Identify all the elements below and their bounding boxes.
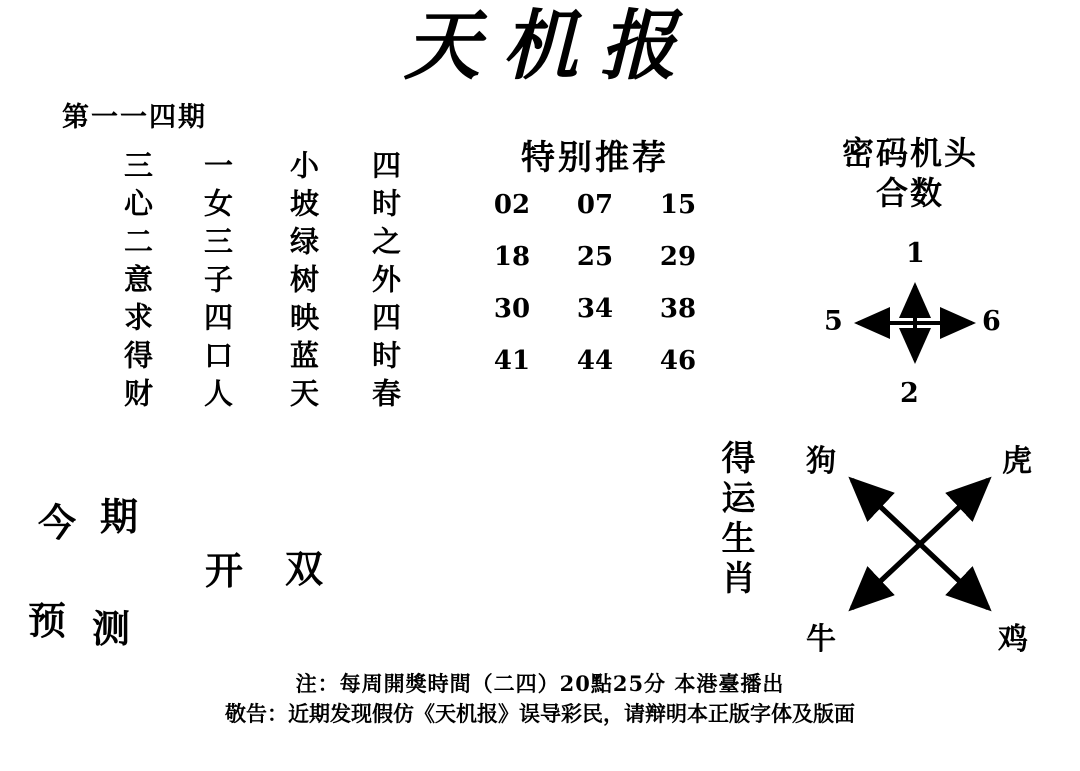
poem-columns — [50, 150, 450, 440]
poem-column-4: 三心二意求得财 — [120, 150, 154, 416]
zodiac-bottom-left: 牛 — [806, 622, 836, 657]
prediction-char-ce: 测 — [92, 606, 131, 651]
counterfeit-warning: 敬告：近期发现假仿《天机报》误导彩民，请辩明本正版字体及版面 — [225, 701, 855, 726]
poem-column-3: 一女三子四口人 — [200, 150, 234, 416]
prediction-char-jin: 今 — [38, 500, 77, 545]
poem-column-2: 小坡绿树映蓝天 — [286, 150, 320, 416]
prediction-char-kai: 开 — [205, 548, 244, 593]
number-cell: 34 — [576, 294, 614, 324]
zodiac-top-right: 虎 — [1002, 444, 1032, 479]
number-cell: 07 — [576, 190, 614, 220]
mima-top-value: 1 — [906, 238, 925, 269]
mima-heading-line1: 密码机头 — [841, 134, 978, 172]
broadcast-note: 注：每周開獎時間（二四）20點25分 本港臺播出 — [295, 671, 785, 696]
zodiac-bottom-right: 鸡 — [998, 622, 1028, 657]
zodiac-top-left: 狗 — [806, 444, 836, 479]
plus-arrow-diagram — [810, 238, 1020, 418]
prediction-char-shuang: 双 — [285, 546, 324, 591]
special-recommend-heading: 特别推荐 — [521, 138, 669, 178]
table-row — [480, 190, 710, 220]
table-row — [480, 346, 710, 376]
issue-number: 第一一四期 — [62, 102, 207, 133]
number-cell: 29 — [659, 242, 697, 272]
number-cell: 46 — [659, 346, 697, 376]
prediction-char-yu: 预 — [28, 598, 67, 643]
zodiac-diagram — [790, 432, 1050, 657]
number-cell: 25 — [576, 242, 614, 272]
poem-column-1: 四时之外四时春 — [368, 150, 402, 416]
number-cell: 18 — [493, 242, 531, 272]
zodiac-title: 得运生肖 — [715, 440, 755, 600]
table-row — [480, 294, 710, 324]
page-title: 天机报 — [404, 1, 698, 90]
mima-left-value: 5 — [824, 306, 843, 337]
number-cell: 30 — [493, 294, 531, 324]
prediction-char-qi: 期 — [100, 494, 139, 539]
prediction-block — [20, 480, 380, 660]
mima-bottom-value: 2 — [900, 378, 919, 409]
x-arrow-cross-icon — [790, 432, 1050, 657]
number-cell: 15 — [659, 190, 697, 220]
table-row — [480, 242, 710, 272]
mima-right-value: 6 — [982, 306, 1001, 337]
special-number-grid — [480, 190, 710, 398]
number-cell: 38 — [659, 294, 697, 324]
number-cell: 44 — [576, 346, 614, 376]
number-cell: 41 — [493, 346, 531, 376]
number-cell: 02 — [493, 190, 531, 220]
mima-heading-line2: 合数 — [875, 174, 944, 212]
mima-heading — [790, 133, 1030, 213]
